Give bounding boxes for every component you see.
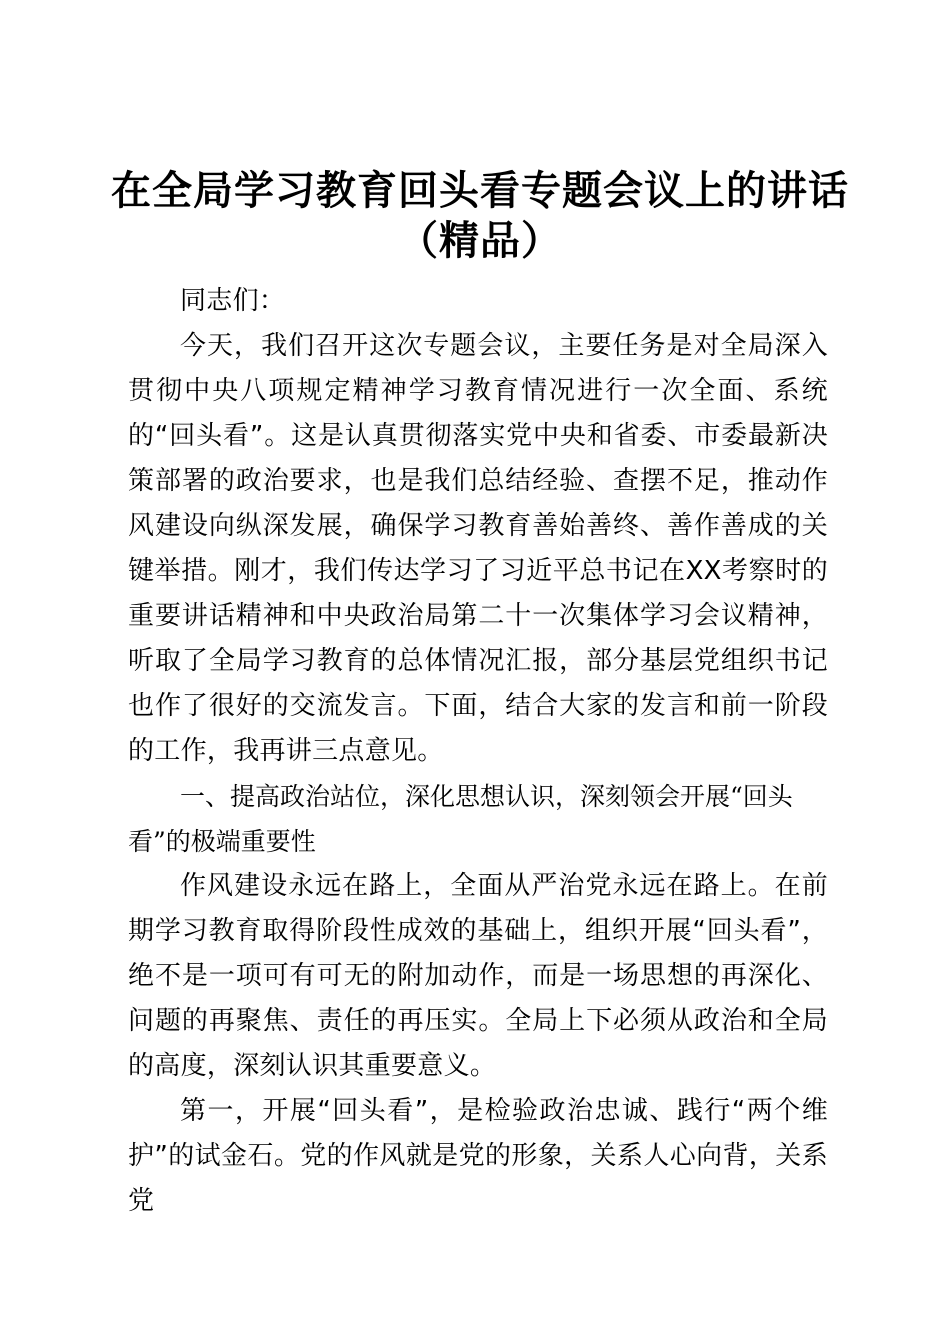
section-1-paragraph: 作风建设永远在路上，全面从严治党永远在路上。在前期学习教育取得阶段性成效的基础上，组织开展“回头看”，绝不是一项可有可无的附加动作，而是一场思想的再深化、问题的再聚焦、责任的再压实。全局上下必须从政治和全局的高度，深刻认识其重要意义。	[128, 871, 828, 1081]
document-title: 在全局学习教育回头看专题会议上的讲话（精品）	[111, 167, 849, 264]
section-heading-1: 一、提高政治站位，深化思想认识，深刻领会开展“回头看”的极端重要性	[128, 782, 793, 856]
point-1-paragraph: 第一，开展“回头看”，是检验政治忠诚、践行“两个维护”的试金石。党的作风就是党的形象，关系人心向背，关系党	[128, 1096, 828, 1216]
document-body	[128, 279, 828, 1224]
salutation: 同志们：	[180, 286, 286, 316]
intro-paragraph: 今天，我们召开这次专题会议，主要任务是对全局深入贯彻中央八项规定精神学习教育情况进行一次全面、系统的“回头看”。这是认真贯彻落实党中央和省委、市委最新决策部署的政治要求，也是我们总结经验、查摆不足，推动作风建设向纵深发展，确保学习教育善始善终、善作善成的关键举措。刚才，我们传达学习了习近平总书记在XX考察时的重要讲话精神和中央政治局第二十一次集体学习会议精神，听取了全局学习教育的总体情况汇报，部分基层党组织书记也作了很好的交流发言。下面，结合大家的发言和前一阶段的工作，我再讲三点意见。	[128, 331, 828, 766]
